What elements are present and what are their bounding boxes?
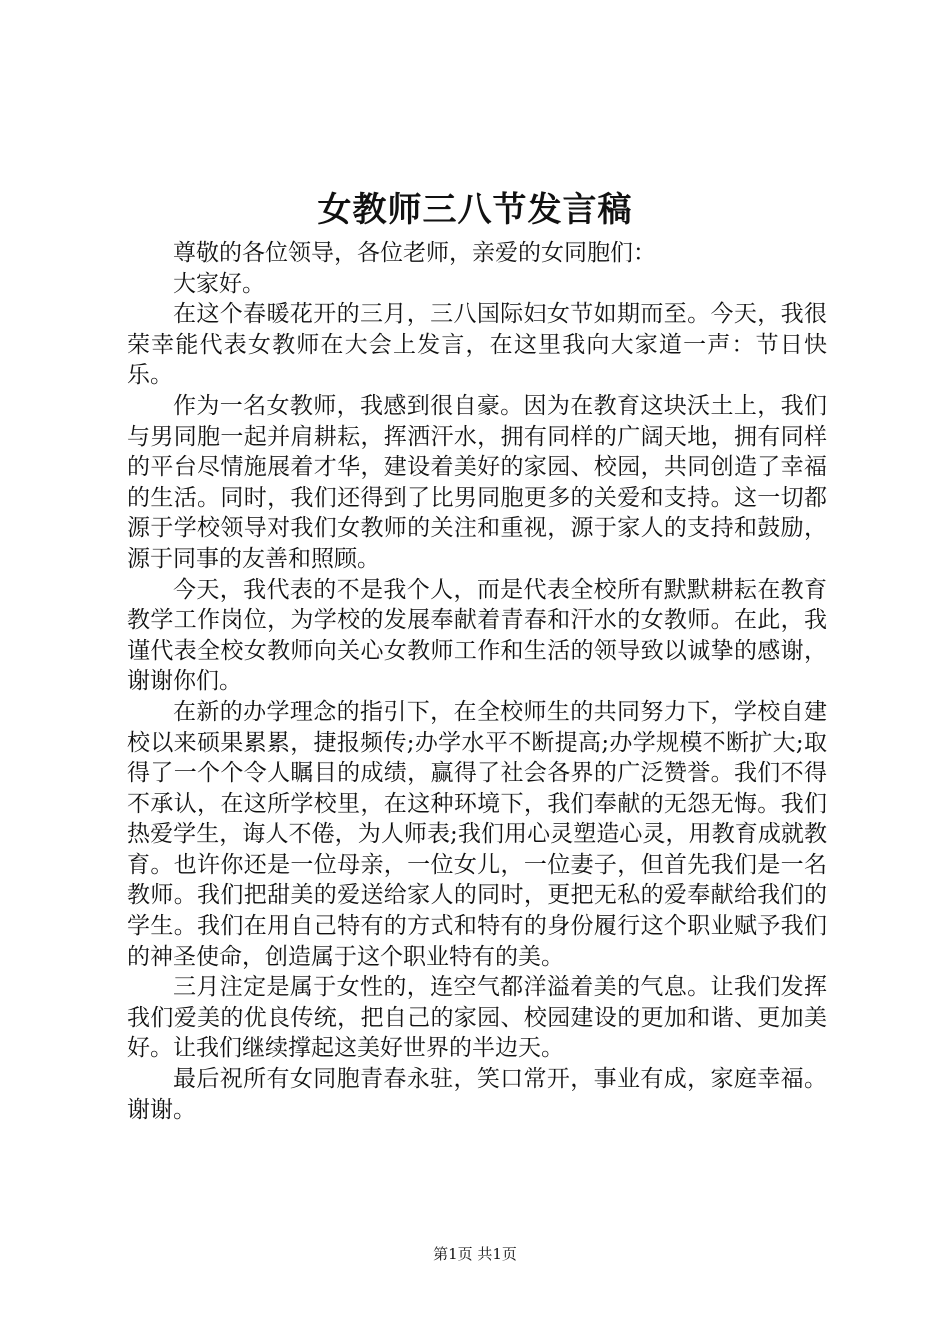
paragraph: 作为一名女教师，我感到很自豪。因为在教育这块沃土上，我们与男同胞一起并肩耕耘，挥洒汗水，拥有同样的广阔天地，拥有同样的平台尽情施展着才华，建设着美好的家园、校园，共同创造了幸福的生活。同时，我们还得到了比男同胞更多的关爱和支持。这一切都源于学校领导对我们女教师的关注和重视，源于家人的支持和鼓励，源于同事的友善和照顾。 <box>127 392 827 572</box>
paragraph-closing: 最后祝所有女同胞青春永驻，笑口常开，事业有成，家庭幸福。谢谢。 <box>127 1066 827 1123</box>
page-footer: 第1页 共1页 <box>433 1245 517 1263</box>
paragraph-greeting: 大家好。 <box>173 270 265 297</box>
paragraph: 三月注定是属于女性的，连空气都洋溢着美的气息。让我们发挥我们爱美的优良传统，把自己的家园、校园建设的更加和谐、更加美好。让我们继续撑起这美好世界的半边天。 <box>127 974 827 1062</box>
paragraph: 在这个春暖花开的三月，三八国际妇女节如期而至。今天，我很荣幸能代表女教师在大会上发言，在这里我向大家道一声：节日快乐。 <box>127 301 827 389</box>
paragraph: 在新的办学理念的指引下，在全校师生的共同努力下，学校自建校以来硕果累累，捷报频传;办学水平不断提高;办学规模不断扩大;取得了一个个令人瞩目的成绩，赢得了社会各界的广泛赞誉。我们不得不承认，在这所学校里，在这种环境下，我们奉献的无怨无悔。我们热爱学生，诲人不倦，为人师表;我们用心灵塑造心灵，用教育成就教育。也许你还是一位母亲，一位女儿，一位妻子，但首先我们是一名教师。我们把甜美的爱送给家人的同时，更把无私的爱奉献给我们的学生。我们在用自己特有的方式和特有的身份履行这个职业赋予我们的神圣使命，创造属于这个职业特有的美。 <box>127 698 827 970</box>
document-title: 女教师三八节发言稿 <box>317 190 633 230</box>
paragraph-salutation: 尊敬的各位领导，各位老师，亲爱的女同胞们： <box>173 240 656 266</box>
document-body <box>127 238 827 1125</box>
paragraph: 今天，我代表的不是我个人，而是代表全校所有默默耕耘在教育教学工作岗位，为学校的发展奉献着青春和汗水的女教师。在此，我谨代表全校女教师向关心女教师工作和生活的领导致以诚挚的感谢，谢谢你们。 <box>127 576 827 695</box>
